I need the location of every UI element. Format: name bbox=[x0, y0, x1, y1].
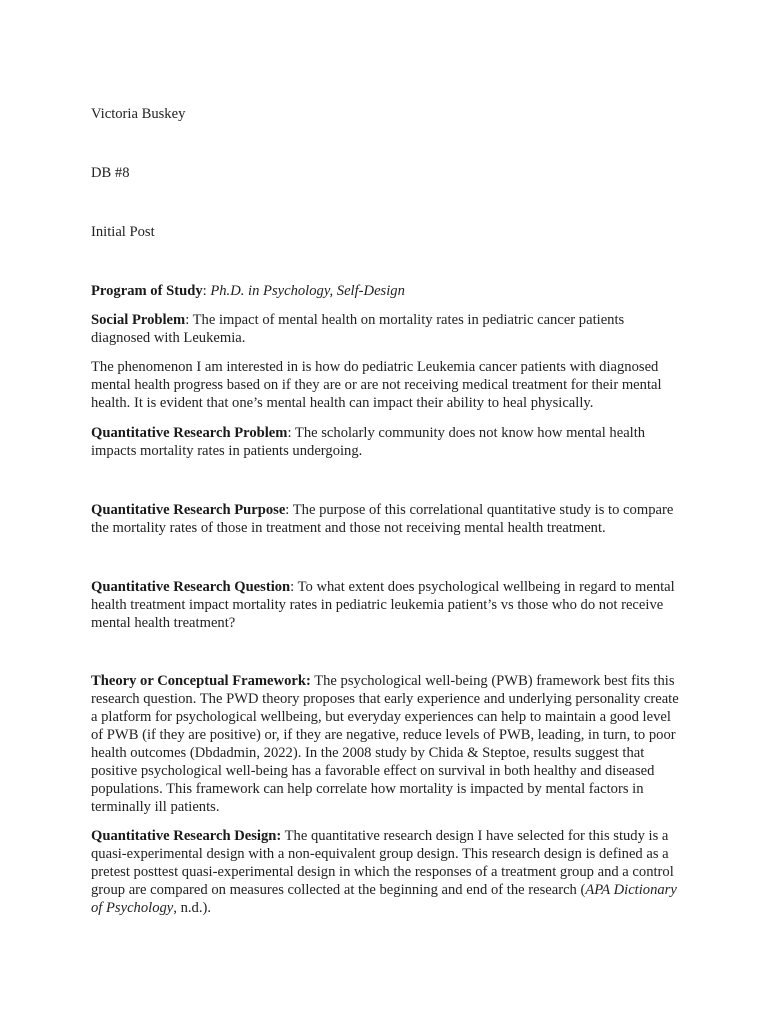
citation-source: APA Dictionary of Psychology bbox=[91, 882, 677, 916]
program-value: Ph.D. in Psychology, Self-Design bbox=[210, 283, 405, 299]
framework-label: Theory or Conceptual Framework: bbox=[91, 673, 311, 689]
research-question-text: To what extent does psychological wellbeing in regard to mental health treatment impact mortality rates in pediatric leukemia patient’s vs those who do not receive mental health treatment? bbox=[91, 579, 675, 631]
framework-text: The psychological well-being (PWB) framework best fits this research question. The PWD theory proposes that early experience and underlying personality create a platform for psychological wellbeing, but everyday experiences can help to maintain a good level of PWB (if they are positive) or, if they are negative, reduce levels of PWB, leading, in turn, to poor health outcomes (Dbdadmin, 2022). In the 2008 study by Chida & Steptoe, results suggest that positive psychological well-being has a favorable effect on survival in both healthy and diseased populations. This framework can help correlate how mortality is impacted by mental factors in terminally ill patients. bbox=[91, 673, 679, 815]
framework-paragraph bbox=[91, 672, 681, 816]
research-design-text: The quantitative research design I have selected for this study is a quasi-experimental design with a non-equivalent group design. This research design is defined as a pretest posttest quasi-experimental design in which the responses of a treatment group and a control group are compared on measures collected at the beginning and end of the research ( bbox=[91, 828, 674, 898]
phenomenon-paragraph: The phenomenon I am interested in is how do pediatric Leukemia cancer patients with diagnosed mental health progress based on if they are or are not receiving medical treatment for their mental health. It is evident that one’s mental health can impact their ability to heal physically. bbox=[91, 359, 662, 411]
program-label: Program of Study bbox=[91, 283, 203, 299]
research-problem-paragraph: Quantitative Research Problem: The scholarly community does not know how mental health impacts mortality rates in patients undergoing. bbox=[91, 425, 646, 459]
assignment-title: DB #8 bbox=[91, 165, 130, 181]
research-design-paragraph bbox=[91, 827, 681, 917]
research-purpose-text: The purpose of this correlational quantitative study is to compare the mortality rates of those in treatment and those not receiving mental health treatment. bbox=[91, 502, 674, 536]
social-problem-paragraph: Social Problem: The impact of mental health on mortality rates in pediatric cancer patients diagnosed with Leukemia. bbox=[91, 312, 625, 346]
post-type: Initial Post bbox=[91, 224, 155, 240]
social-problem-label: Social Problem bbox=[91, 312, 186, 328]
program-of-study: Program of Study: Ph.D. in Psychology, Self-Design bbox=[91, 283, 405, 299]
research-question-label: Quantitative Research Question bbox=[91, 579, 291, 595]
research-purpose-paragraph: Quantitative Research Purpose: The purpose of this correlational quantitative study is to compare the mortality rates of those in treatment and those not receiving mental health treatment. bbox=[91, 502, 674, 536]
research-problem-label: Quantitative Research Problem bbox=[91, 425, 288, 441]
citation-tail: , n.d.). bbox=[173, 900, 211, 916]
research-problem-text: The scholarly community does not know how mental health impacts mortality rates in patients undergoing. bbox=[91, 425, 646, 459]
social-problem-text: The impact of mental health on mortality rates in pediatric cancer patients diagnosed with Leukemia. bbox=[91, 312, 625, 346]
author-name: Victoria Buskey bbox=[91, 106, 186, 122]
research-design-label: Quantitative Research Design: bbox=[91, 828, 282, 844]
research-purpose-label: Quantitative Research Purpose bbox=[91, 502, 286, 518]
research-question-paragraph: Quantitative Research Question: To what extent does psychological wellbeing in regard to mental health treatment impact mortality rates in pediatric leukemia patient’s vs those who do not receive mental health treatment? bbox=[91, 579, 675, 631]
